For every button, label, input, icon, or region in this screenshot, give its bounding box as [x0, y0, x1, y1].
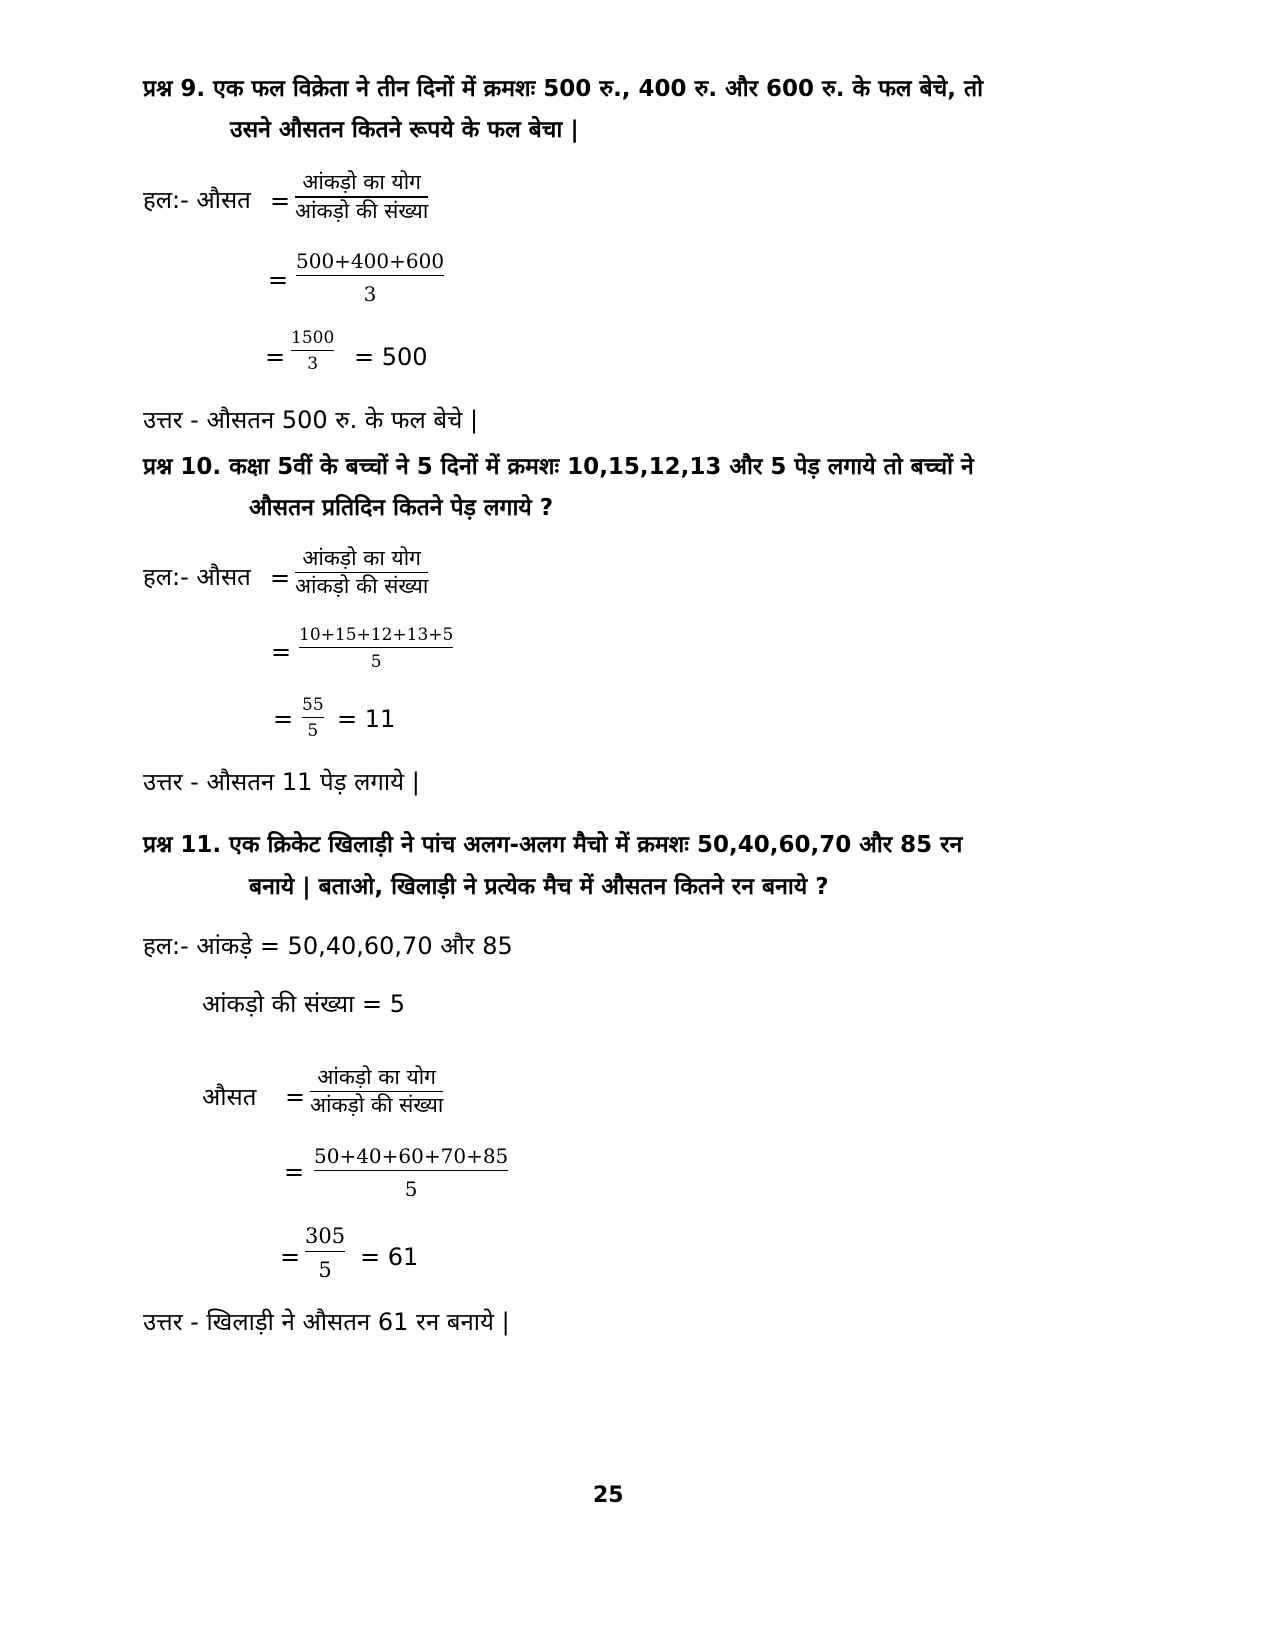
fraction-denominator: आंकड़ो की संख्या: [310, 1093, 444, 1117]
fraction-denominator: 5: [318, 1258, 332, 1282]
fraction-numerator: 1500: [291, 328, 335, 348]
average-formula-fraction: [295, 172, 428, 222]
result-value: = 500: [354, 343, 428, 371]
fraction-bar: [299, 647, 453, 648]
question-9-line-1: प्रश्न 9. एक फल विक्रेता ने तीन दिनों में क्रमशः 500 रु., 400 रु. और 600 रु. के फल बेचे, तो: [143, 76, 984, 102]
data-count-line: आंकड़ो की संख्या = 5: [202, 990, 405, 1018]
total-fraction: [302, 697, 324, 740]
fraction-numerator: आंकड़ो का योग: [317, 1065, 436, 1089]
fraction-numerator: आंकड़ो का योग: [302, 170, 421, 194]
question-11-line-1: प्रश्न 11. एक क्रिकेट खिलाड़ी ने पांच अलग-अलग मैचो में क्रमशः 50,40,60,70 और 85 रन: [143, 832, 963, 858]
total-fraction: [291, 330, 334, 373]
result-value: = 11: [337, 705, 396, 733]
fraction-denominator: 3: [363, 282, 377, 306]
fraction-bar: [291, 350, 334, 351]
fraction-numerator: 55: [302, 695, 324, 715]
solution-label: हल:- औसत: [143, 186, 251, 214]
equals-sign: =: [265, 343, 286, 371]
sum-fraction: [299, 627, 453, 671]
answer-line: उत्तर - औसतन 500 रु. के फल बेचे |: [143, 406, 479, 434]
fraction-numerator: 305: [305, 1224, 346, 1248]
data-values-line: हल:- आंकड़े = 50,40,60,70 और 85: [143, 932, 513, 960]
fraction-denominator: 5: [307, 721, 319, 741]
total-fraction: [305, 1226, 345, 1281]
average-label: औसत: [202, 1083, 257, 1111]
fraction-numerator: 50+40+60+70+85: [314, 1144, 509, 1168]
fraction-denominator: आंकड़ो की संख्या: [295, 574, 429, 598]
equals-sign: =: [285, 1083, 306, 1111]
page-number: 25: [593, 1483, 624, 1508]
fraction-bar: [305, 1251, 345, 1252]
fraction-numerator: 500+400+600: [296, 249, 445, 273]
fraction-denominator: 5: [370, 652, 382, 672]
sum-fraction: [296, 251, 444, 304]
question-10-line-2: औसतन प्रतिदिन कितने पेड़ लगाये ?: [249, 495, 554, 521]
fraction-bar: [295, 572, 428, 573]
equals-sign: =: [268, 266, 289, 294]
sum-fraction: [314, 1146, 508, 1199]
fraction-bar: [302, 717, 324, 718]
average-formula-fraction: [295, 548, 428, 597]
equals-sign: =: [271, 638, 292, 666]
question-10-line-1: प्रश्न 10. कक्षा 5वीं के बच्चों ने 5 दिनों में क्रमशः 10,15,12,13 और 5 पेड़ लगाये तो बच्चों ने: [143, 454, 974, 480]
equals-sign: =: [270, 564, 291, 592]
equals-sign: =: [273, 705, 294, 733]
question-11-line-2: बनाये | बताओ, खिलाड़ी ने प्रत्येक मैच में औसतन कितने रन बनाये ?: [249, 874, 829, 900]
fraction-numerator: आंकड़ो का योग: [302, 546, 421, 570]
fraction-denominator: 5: [404, 1177, 418, 1201]
result-value: = 61: [360, 1243, 419, 1271]
answer-line: उत्तर - खिलाड़ी ने औसतन 61 रन बनाये |: [143, 1308, 510, 1336]
equals-sign: =: [284, 1158, 305, 1186]
fraction-denominator: आंकड़ो की संख्या: [295, 199, 429, 223]
equals-sign: =: [270, 187, 291, 215]
equals-sign: =: [280, 1243, 301, 1271]
average-formula-fraction: [310, 1067, 443, 1116]
fraction-bar: [310, 1091, 443, 1092]
solution-label: हल:- औसत: [143, 563, 251, 591]
fraction-bar: [296, 275, 444, 276]
fraction-bar: [295, 196, 428, 198]
fraction-bar: [314, 1170, 508, 1171]
fraction-numerator: 10+15+12+13+5: [299, 625, 454, 645]
question-9-line-2: उसने औसतन कितने रूपये के फल बेचा |: [230, 117, 579, 143]
fraction-denominator: 3: [307, 354, 319, 374]
answer-line: उत्तर - औसतन 11 पेड़ लगाये |: [143, 768, 420, 796]
